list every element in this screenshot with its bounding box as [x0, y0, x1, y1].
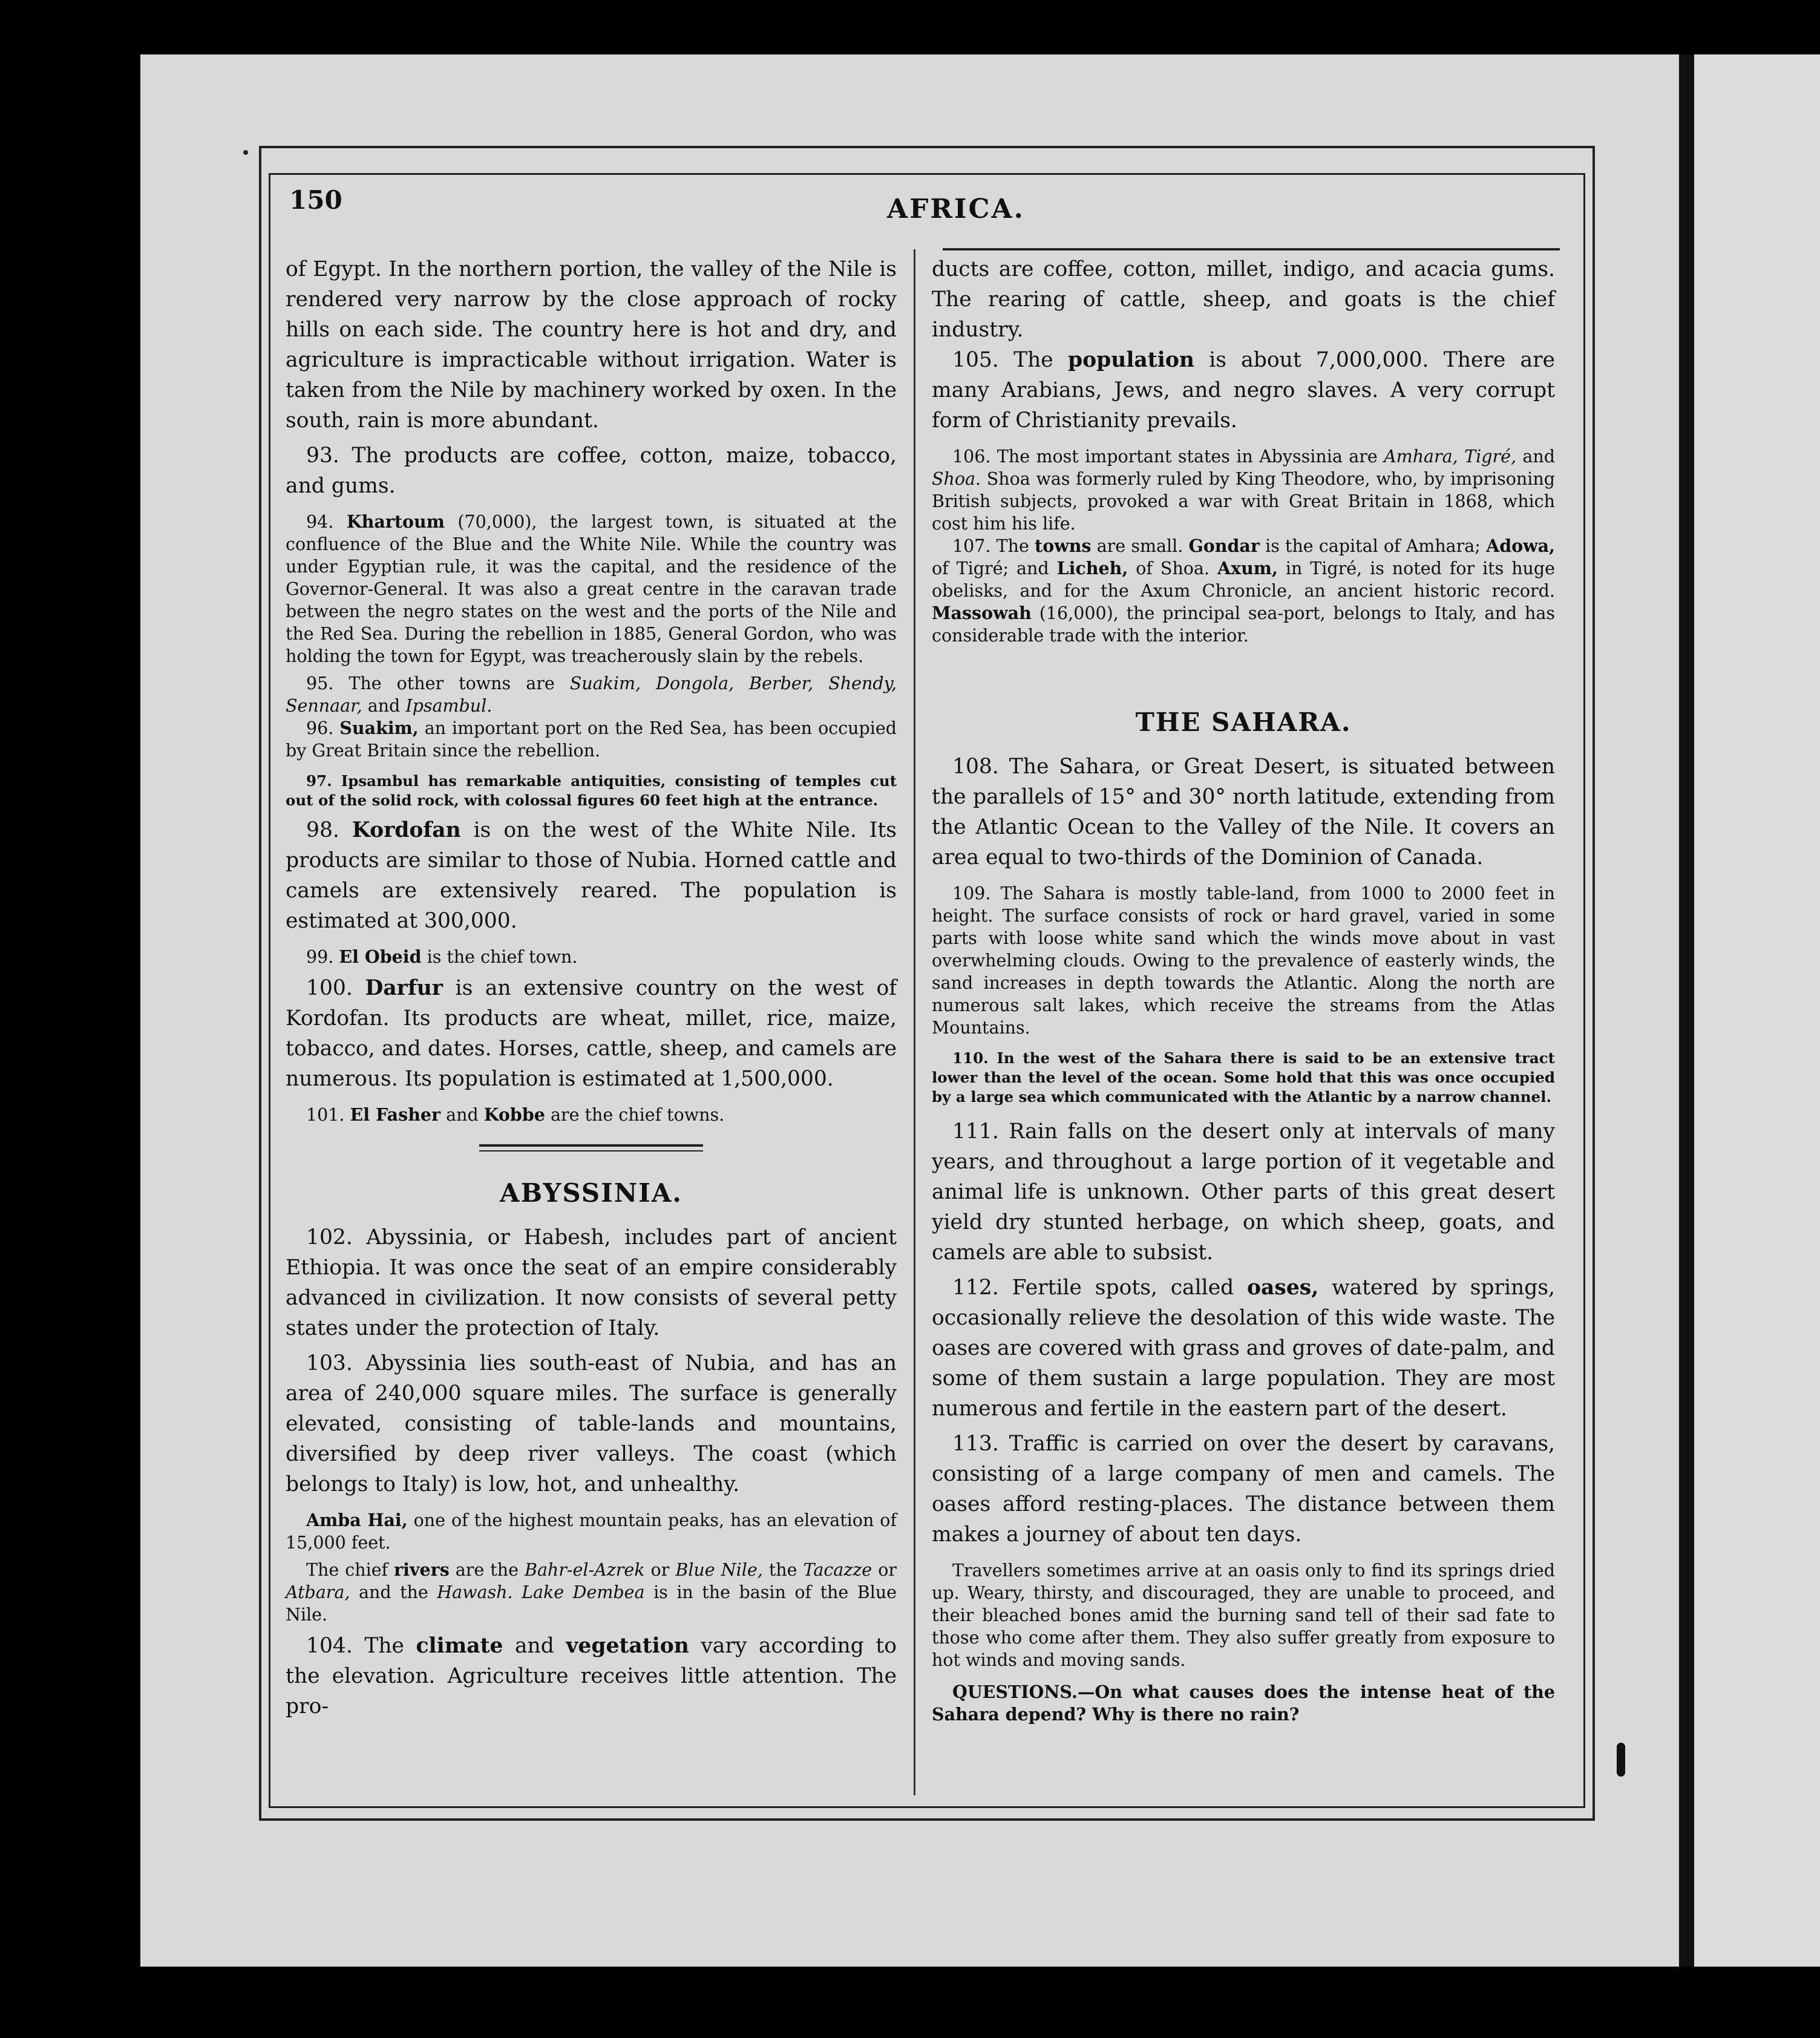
paragraph-text: is an extensive country on the west of Kordofan. Its products are wheat, millet, rice, maize, tobacco, and dates. Horses, cattle, sheep, and camels are numerous. Its population is estimated at 1,500,000.	[286, 976, 897, 1091]
lake-name: Lake Dembea	[522, 1582, 645, 1602]
paragraph-98	[286, 815, 897, 936]
paragraph-text: is on the west of the White Nile. Its products are similar to those of Nubia. Horned cattle and camels are extensively reared. The population is estimated at 300,000.	[286, 818, 897, 933]
paragraph-text: is about 7,000,000. There are many Arabians, Jews, and negro slaves. A very corrupt form of Christianity prevails.	[932, 348, 1556, 433]
paragraph-number: 105. The	[952, 348, 1053, 372]
paragraph-amba-hai	[286, 1509, 897, 1554]
paragraph-105	[932, 345, 1555, 436]
paragraph-97	[286, 772, 897, 810]
paragraph-text: and the	[358, 1582, 428, 1602]
term-ipsambul: Ipsambul	[341, 772, 419, 790]
term-el-fasher: El Fasher	[350, 1104, 441, 1125]
term-oases: oases,	[1247, 1276, 1319, 1300]
paragraph-text: 106. The most important states in Abyssinia are	[952, 447, 1378, 467]
paragraph-96	[286, 717, 897, 762]
paragraph-101	[286, 1104, 897, 1126]
heading-abyssinia: ABYSSINIA.	[500, 1178, 682, 1208]
paragraph-112	[932, 1273, 1555, 1424]
state-shoa: Shoa.	[932, 469, 981, 489]
term-climate: climate	[416, 1634, 503, 1658]
paragraph-text: are the	[455, 1560, 519, 1580]
town-list: Suakim, Dongola, Berber, Shendy, Sennaar,	[286, 673, 897, 716]
paragraph-text: an important port on the Red Sea, has been occupied by Great Britain since the rebellion.	[286, 718, 897, 761]
paragraph-number: 107. The	[952, 536, 1029, 556]
paragraph-nubia-continued: of Egypt. In the northern portion, the valley of the Nile is rendered very narrow by the close approach of rocky hills on each side. The country here is hot and dry, and agriculture is impracticable without irrigation. Water is taken from the Nile by machinery worked by oxen. In the south, rain is more abundant.	[286, 257, 897, 433]
paragraph-108: 108. The Sahara, or Great Desert, is situated between the parallels of 15° and 30° north latitude, extending from the Atlantic Ocean to the Valley of the Nile. It covers an area equal to two-thirds of the Dominion of Canada.	[932, 755, 1555, 870]
ink-speck	[243, 150, 248, 155]
paragraph-text: and	[446, 1105, 479, 1125]
term-population: population	[1067, 348, 1194, 372]
paragraph-number: 104. The	[306, 1634, 404, 1658]
page-gutter	[1679, 54, 1694, 1967]
paragraph-number: 101.	[306, 1105, 345, 1125]
ink-mark	[1681, 1749, 1687, 1773]
adjacent-page-edge	[1694, 54, 1820, 1967]
term-khartoum: Khartoum	[346, 511, 445, 532]
term-rivers: rivers	[394, 1559, 450, 1580]
paragraph-text: 95. The other towns are	[306, 673, 555, 693]
paragraph-text: are small.	[1096, 536, 1183, 556]
paragraph-text: are the chief towns.	[551, 1105, 725, 1125]
term-towns: towns	[1035, 536, 1092, 556]
paragraph-number: 97.	[306, 772, 332, 790]
paragraph-text: one of the highest mountain peaks, has an elevation of 15,000 feet.	[286, 1510, 897, 1553]
paragraph-text: or	[878, 1560, 897, 1580]
paragraph-113: 113. Traffic is carried on over the desert by caravans, consisting of a large company of men and camels. The oases afford resting-places. The distance between them makes a journey of about ten days.	[932, 1432, 1555, 1547]
questions-label: QUESTIONS.	[952, 1682, 1078, 1702]
state-names: Amhara, Tigré,	[1384, 447, 1517, 467]
term-adowa: Adowa,	[1486, 536, 1556, 556]
paragraph-text: is the chief town.	[427, 947, 578, 967]
paragraph-text: of Tigré; and	[932, 559, 1049, 578]
paragraph-109: 109. The Sahara is mostly table-land, from 1000 to 2000 feet in height. The surface consists of rock or hard gravel, varied in some parts with loose white sand which the winds move about in vast overwhelming clouds. Owing to the prevalence of easterly winds, the sand increases in depth towards the Atlantic. Along the north are numerous salt lakes, which receive the streams from the Atlas Mountains.	[932, 883, 1555, 1038]
paragraph-111: 111. Rain falls on the desert only at intervals of many years, and throughout a large portion of it vegetable and animal life is unknown. Other parts of this great desert yield dry stunted herbage, on which sheep, goats, and camels are able to subsist.	[932, 1119, 1555, 1265]
term-amba-hai: Amba Hai,	[306, 1510, 408, 1530]
paragraph-text: vary according to the elevation. Agriculture receives little attention. The pro-	[286, 1634, 897, 1719]
paragraph-number: 94.	[306, 512, 334, 532]
paragraph-103: 103. Abyssinia lies south-east of Nubia, and has an area of 240,000 square miles. The surface is generally elevated, consisting of table-lands and mountains, diversified by deep river valleys. The coast (which belongs to Italy) is low, hot, and unhealthy.	[286, 1351, 897, 1496]
paragraph-text: (70,000), the largest town, is situated at the confluence of the Blue and the White Nile. While the country was under Egyptian rule, it was the capital, and the residence of the Governor-General. It was also a great centre in the caravan trade between the negro states on the west and the ports of the Nile and the Red Sea. During the rebellion in 1885, General Gordon, who was holding the town for Egypt, was treacherously slain by the rebels.	[286, 512, 897, 666]
river-name: Bahr-el-Azrek	[525, 1560, 645, 1580]
town-ipsambul: Ipsambul.	[405, 696, 493, 716]
right-column	[932, 254, 1555, 1726]
river-name: Blue Nile,	[675, 1560, 763, 1580]
paragraph-text: watered by springs, occasionally relieve the desolation of this wide waste. The oases are covered with grass and groves of date-palm, and some of them sustain a large population. They are most numerous and fertile in the eastern part of the desert.	[932, 1276, 1555, 1421]
paragraph-text: is in the basin of the Blue Nile.	[286, 1582, 897, 1625]
term-kordofan: Kordofan	[352, 818, 461, 842]
paragraph-106	[932, 445, 1555, 535]
page-number: 150	[289, 185, 342, 215]
term-axum: Axum,	[1217, 558, 1278, 578]
paragraph-102: 102. Abyssinia, or Habesh, includes part of ancient Ethiopia. It was once the seat of an empire considerably advanced in civilization. It now consists of several petty states under the protection of Italy.	[286, 1225, 897, 1340]
river-name: Tacazze	[803, 1560, 872, 1580]
term-suakim: Suakim,	[339, 718, 419, 738]
paragraph-93: 93. The products are coffee, cotton, maize, tobacco, and gums.	[286, 444, 897, 498]
paragraph-text: the	[768, 1560, 797, 1580]
paragraph-100	[286, 973, 897, 1094]
paragraph-text: and	[1522, 447, 1555, 467]
river-name: Atbara,	[286, 1582, 350, 1602]
paragraph-94	[286, 511, 897, 667]
term-licheh: Licheh,	[1056, 558, 1128, 578]
paragraph-95	[286, 672, 897, 717]
paragraph-text: The chief	[306, 1560, 388, 1580]
paragraph-text: in Tigré, is noted for its huge obelisks, and for the Axum Chronicle, an ancient historic record.	[932, 559, 1556, 601]
term-vegetation: vegetation	[566, 1634, 689, 1658]
paragraph-text: and	[367, 696, 401, 716]
paragraph-text: and	[514, 1634, 554, 1658]
paragraph-number: 99.	[306, 947, 334, 967]
header-rule	[943, 248, 1560, 251]
heading-the-sahara: THE SAHARA.	[1135, 707, 1352, 737]
paragraph-110: 110. In the west of the Sahara there is said to be an extensive tract lower than the level of the ocean. Some hold that this was once occupied by a large sea which communicated with the Atlantic by a narrow channel.	[932, 1049, 1555, 1106]
paragraph-text: (16,000), the principal sea-port, belongs to Italy, and has considerable trade with the interior.	[932, 603, 1556, 646]
section-divider	[479, 1144, 703, 1152]
left-column	[286, 254, 897, 1722]
term-gondar: Gondar	[1188, 536, 1260, 556]
paragraph-text: or	[650, 1560, 670, 1580]
ink-mark	[1617, 1743, 1625, 1777]
paragraph-rivers	[286, 1559, 897, 1626]
paragraph-104-continued: ducts are coffee, cotton, millet, indigo, and acacia gums. The rearing of cattle, sheep, and goats is the chief industry.	[932, 257, 1555, 342]
paragraph-text: 112. Fertile spots, called	[952, 1276, 1234, 1300]
paragraph-99	[286, 946, 897, 968]
running-title: AFRICA.	[886, 194, 1025, 224]
paragraph-107	[932, 535, 1555, 647]
term-massowah: Massowah	[932, 603, 1032, 623]
paragraph-text: is the capital of Amhara;	[1265, 536, 1481, 556]
river-name: Hawash.	[437, 1582, 513, 1602]
paragraph-number: 100.	[306, 976, 353, 1000]
paragraph-number: 96.	[306, 718, 334, 738]
paragraph-text: of Shoa.	[1136, 559, 1210, 578]
paragraph-travellers: Travellers sometimes arrive at an oasis only to find its springs dried up. Weary, thirsty, and discouraged, they are unable to proceed, and their bleached bones amid the burning sand tell of their sad fate to those who come after them. They also suffer greatly from exposure to hot winds and moving sands.	[932, 1561, 1555, 1670]
questions	[932, 1681, 1555, 1726]
paragraph-text: has remarkable antiquities, consisting of temples cut out of the solid rock, with colossal figures 60 feet high at the entrance.	[286, 772, 897, 809]
paragraph-number: 98.	[306, 818, 339, 842]
term-el-obeid: El Obeid	[339, 946, 422, 967]
term-darfur: Darfur	[365, 976, 443, 1000]
paragraph-104	[286, 1631, 897, 1722]
column-divider	[914, 249, 915, 1795]
paragraph-text: Shoa was formerly ruled by King Theodore, who, by imprisoning British subjects, provoked a war with Great Britain in 1868, which cost him his life.	[932, 469, 1555, 534]
questions-text: —On what causes does the intense heat of the Sahara depend? Why is there no rain?	[932, 1682, 1555, 1725]
term-kobbe: Kobbe	[483, 1104, 545, 1125]
